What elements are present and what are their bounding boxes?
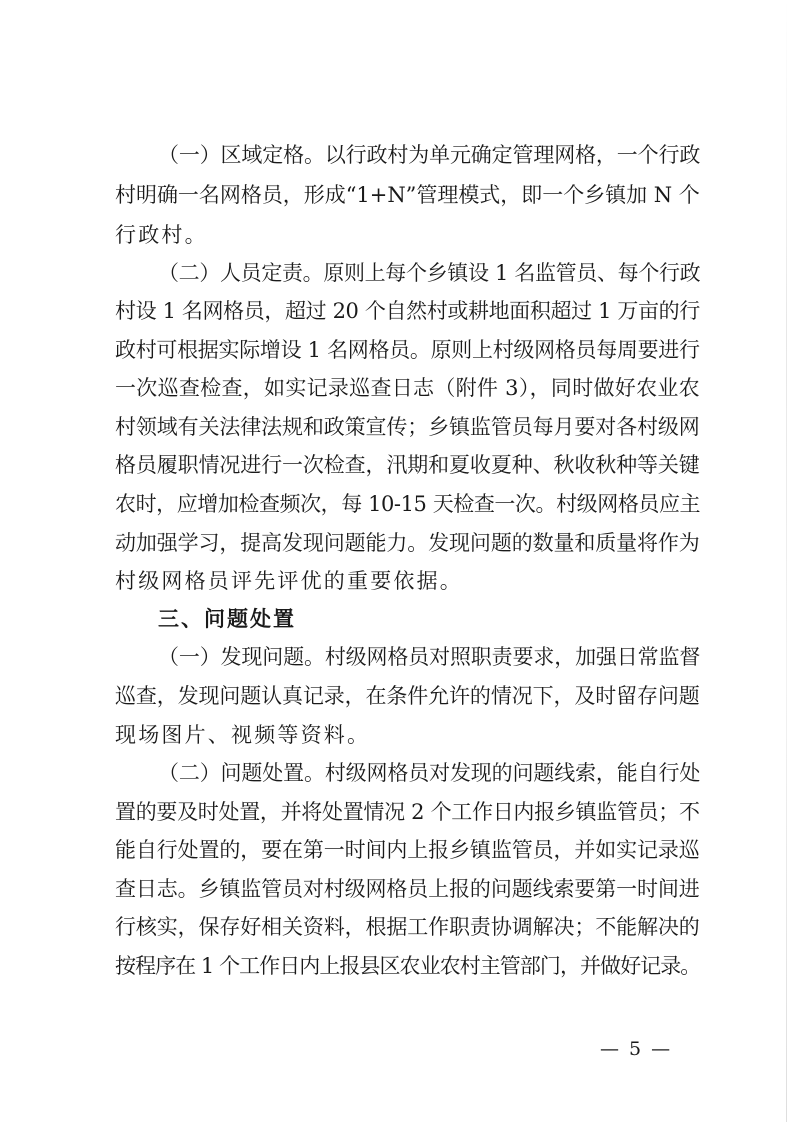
paragraph-1-line-3: 行政村。 [115, 223, 208, 247]
paragraph-4-line-2: 置的要及时处置，并将处置情况 2 个工作日内报乡镇监管员；不 [115, 800, 700, 824]
paragraph-4-line-1: （二）问题处置。村级网格员对发现的问题线索，能自行处 [158, 761, 701, 785]
paragraph-1-line-2: 村明确一名网格员，形成“1+N”管理模式，即一个乡镇加 N 个 [115, 183, 700, 207]
paragraph-2-line-9: 村级网格员评先评优的重要依据。 [115, 569, 463, 593]
paragraph-4-line-6: 按程序在 1 个工作日内上报县区农业农村主管部门，并做好记录。 [115, 954, 701, 978]
paragraph-4-line-5: 行核实，保存好相关资料，根据工作职责协调解决；不能解决的 [115, 915, 700, 939]
paragraph-2-line-2: 村设 1 名网格员，超过 20 个自然村或耕地面积超过 1 万亩的行 [115, 299, 700, 323]
paragraph-1-line-1: （一）区域定格。以行政村为单元确定管理网格，一个行政 [158, 143, 701, 167]
paragraph-4-line-3: 能自行处置的，要在第一时间内上报乡镇监管员，并如实记录巡 [115, 838, 700, 862]
paragraph-2-line-4: 一次巡查检查，如实记录巡查日志（附件 3），同时做好农业农 [115, 376, 700, 400]
paragraph-4-line-4: 查日志。乡镇监管员对村级网格员上报的问题线索要第一时间进 [115, 877, 700, 901]
paragraph-2-line-6: 格员履职情况进行一次检查，汛期和夏收夏种、秋收秋种等关键 [115, 453, 700, 477]
section-heading: 三、问题处置 [158, 607, 296, 631]
paragraph-3-line-2: 巡查，发现问题认真记录，在条件允许的情况下，及时留存问题 [115, 684, 700, 708]
paragraph-2-line-5: 村领域有关法律法规和政策宣传；乡镇监管员每月要对各村级网 [115, 415, 700, 439]
scan-edge-line [786, 0, 787, 1122]
paragraph-2-line-8: 动加强学习，提高发现问题能力。发现问题的数量和质量将作为 [115, 531, 700, 555]
paragraph-3-line-3: 现场图片、视频等资料。 [115, 723, 371, 747]
paragraph-2-line-1: （二）人员定责。原则上每个乡镇设 1 名监管员、每个行政 [158, 261, 701, 285]
paragraph-3-line-1: （一）发现问题。村级网格员对照职责要求，加强日常监督 [158, 645, 701, 669]
paragraph-2-line-7: 农时，应增加检查频次，每 10-15 天检查一次。村级网格员应主 [115, 492, 701, 516]
page-number: — 5 — [600, 1038, 673, 1060]
paragraph-2-line-3: 政村可根据实际增设 1 名网格员。原则上村级网格员每周要进行 [115, 338, 700, 362]
